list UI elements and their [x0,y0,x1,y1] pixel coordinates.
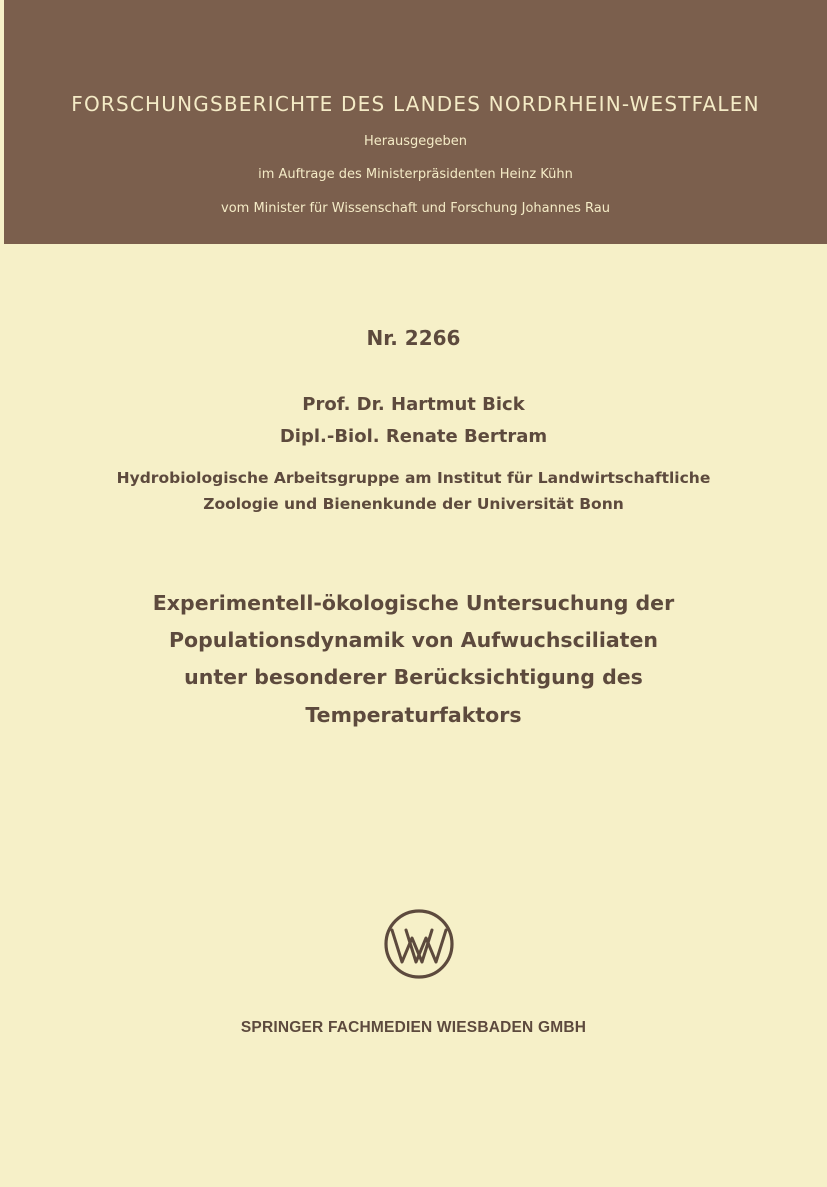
author-1: Prof. Dr. Hartmut Bick [302,394,525,415]
institution-line-1: Hydrobiologische Arbeitsgruppe am Institut für Landwirtschaftliche [116,469,711,487]
publisher-name: SPRINGER FACHMEDIEN WIESBADEN GMBH [240,1019,587,1036]
title-line-4: Temperaturfaktors [305,703,522,727]
series-title: FORSCHUNGSBERICHTE DES LANDES NORDRHEIN-WESTFALEN [71,92,760,116]
ww-publisher-logo-icon [383,908,455,980]
series-banner [4,0,827,244]
editor-line-2: im Auftrage des Ministerpräsidenten Heinz Kühn [258,167,573,182]
editor-line-3: vom Minister für Wissenschaft und Forschung Johannes Rau [221,201,610,216]
title-line-2: Populationsdynamik von Aufwuchsciliaten [169,628,658,652]
title-line-1: Experimentell-ökologische Untersuchung der [152,591,675,615]
institution-line-2: Zoologie und Bienenkunde der Universität Bonn [203,495,624,513]
title-line-3: unter besonderer Berücksichtigung des [184,665,643,689]
report-number: Nr. 2266 [366,326,461,350]
author-2: Dipl.-Biol. Renate Bertram [279,426,548,447]
editor-line-1: Herausgegeben [363,134,468,149]
